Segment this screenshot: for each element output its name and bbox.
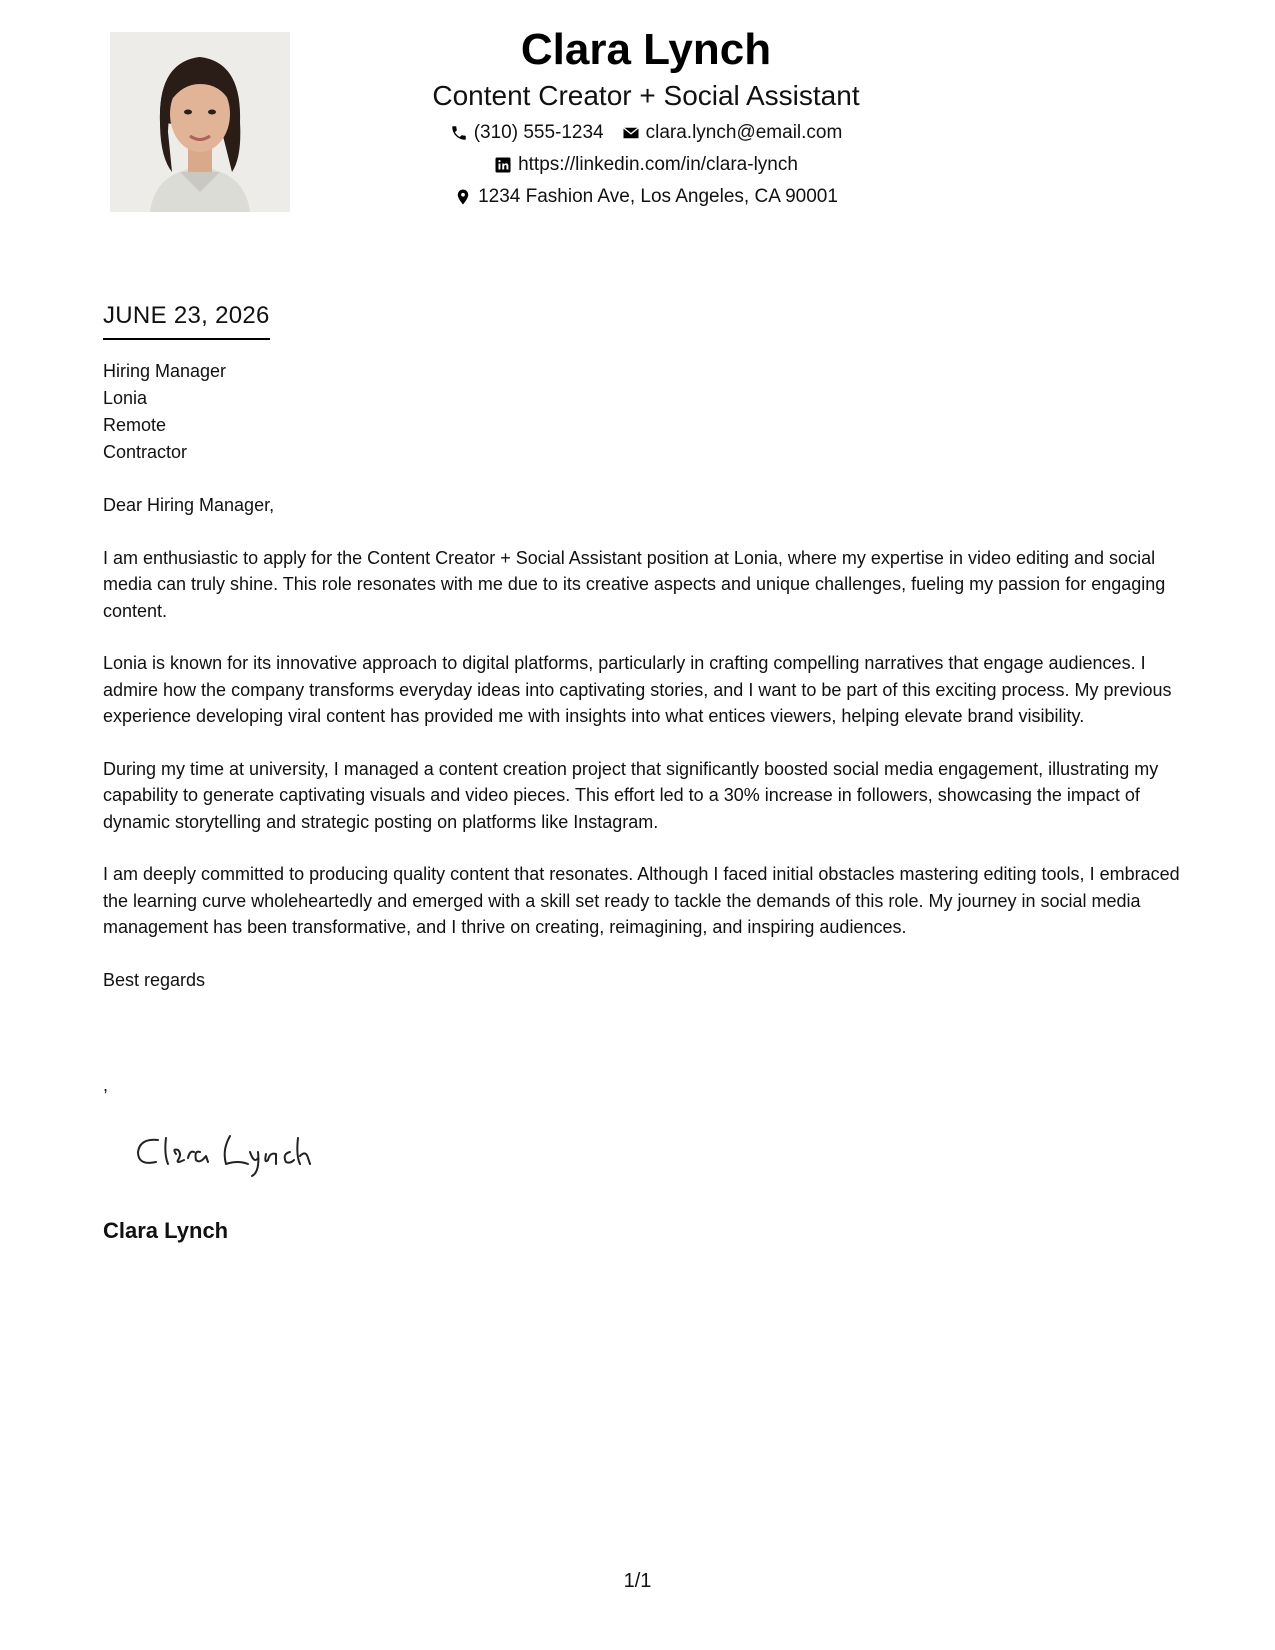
handwritten-signature xyxy=(130,1120,350,1180)
page-number: 1/1 xyxy=(623,1570,652,1592)
linkedin-icon xyxy=(494,156,512,174)
location-icon xyxy=(454,188,472,206)
portrait-illustration xyxy=(110,32,290,212)
linkedin-text: https://linkedin.com/in/clara-lynch xyxy=(518,154,798,175)
paragraph-4: I am deeply committed to producing quality content that resonates. Although I faced initial obstacles mastering editing tools, I embraced the learning curve wholeheartedly and emerged with a skill set ready to tackle the demands of this role. My journey in social media management has been transformative, and I thrive on creating, reimagining, and inspiring audiences. xyxy=(103,864,1180,937)
phone-text: (310) 555-1234 xyxy=(473,122,604,143)
paragraph-3: During my time at university, I managed a content creation project that significantly boosted social media engagement, illustrating my capability to generate captivating visuals and video pieces. This effort led to a 30% increase in followers, showcasing the impact of dynamic storytelling and strategic posting on platforms like Instagram. xyxy=(103,758,1159,832)
email-text: clara.lynch@email.com xyxy=(645,122,843,143)
applicant-name: Clara Lynch xyxy=(520,25,772,74)
recipient-company: Lonia xyxy=(103,388,148,408)
recipient-location: Remote xyxy=(103,415,167,435)
contact-row-1 xyxy=(340,120,952,146)
contact-row-2 xyxy=(340,152,952,178)
email-icon xyxy=(622,124,640,142)
address-contact xyxy=(454,184,838,210)
recipient-title: Hiring Manager xyxy=(103,361,227,381)
phone-contact[interactable] xyxy=(450,120,604,146)
letter-date: JUNE 23, 2026 xyxy=(103,300,270,340)
letter-body xyxy=(103,492,1183,1019)
linkedin-contact[interactable] xyxy=(494,152,798,178)
profile-photo xyxy=(110,32,290,212)
recipient-block xyxy=(103,358,226,466)
paragraph-2: Lonia is known for its innovative approach to digital platforms, particularly in crafting compelling narratives that engage audiences. I admire how the company transforms everyday ideas into captivating stories, and I want to be part of this exciting process. My previous experience developing viral content has provided me with insights into what entices viewers, helping elevate brand visibility. xyxy=(103,653,1172,726)
letter-header xyxy=(340,22,952,210)
salutation: Dear Hiring Manager, xyxy=(103,495,275,515)
email-contact[interactable] xyxy=(622,120,843,146)
phone-icon xyxy=(450,124,468,142)
signatory-name: Clara Lynch xyxy=(103,1218,229,1243)
applicant-role: Content Creator + Social Assistant xyxy=(432,80,860,111)
paragraph-1: I am enthusiastic to apply for the Content Creator + Social Assistant position at Lonia, where my expertise in video editing and social media can truly shine. This role resonates with me due to its creative aspects and unique challenges, fueling my passion for engaging content. xyxy=(103,547,1166,621)
recipient-type: Contractor xyxy=(103,442,188,462)
closing: Best regards xyxy=(103,969,206,990)
contact-row-3 xyxy=(340,184,952,210)
address-text: 1234 Fashion Ave, Los Angeles, CA 90001 xyxy=(478,186,838,207)
closing-comma: , xyxy=(103,1075,109,1095)
